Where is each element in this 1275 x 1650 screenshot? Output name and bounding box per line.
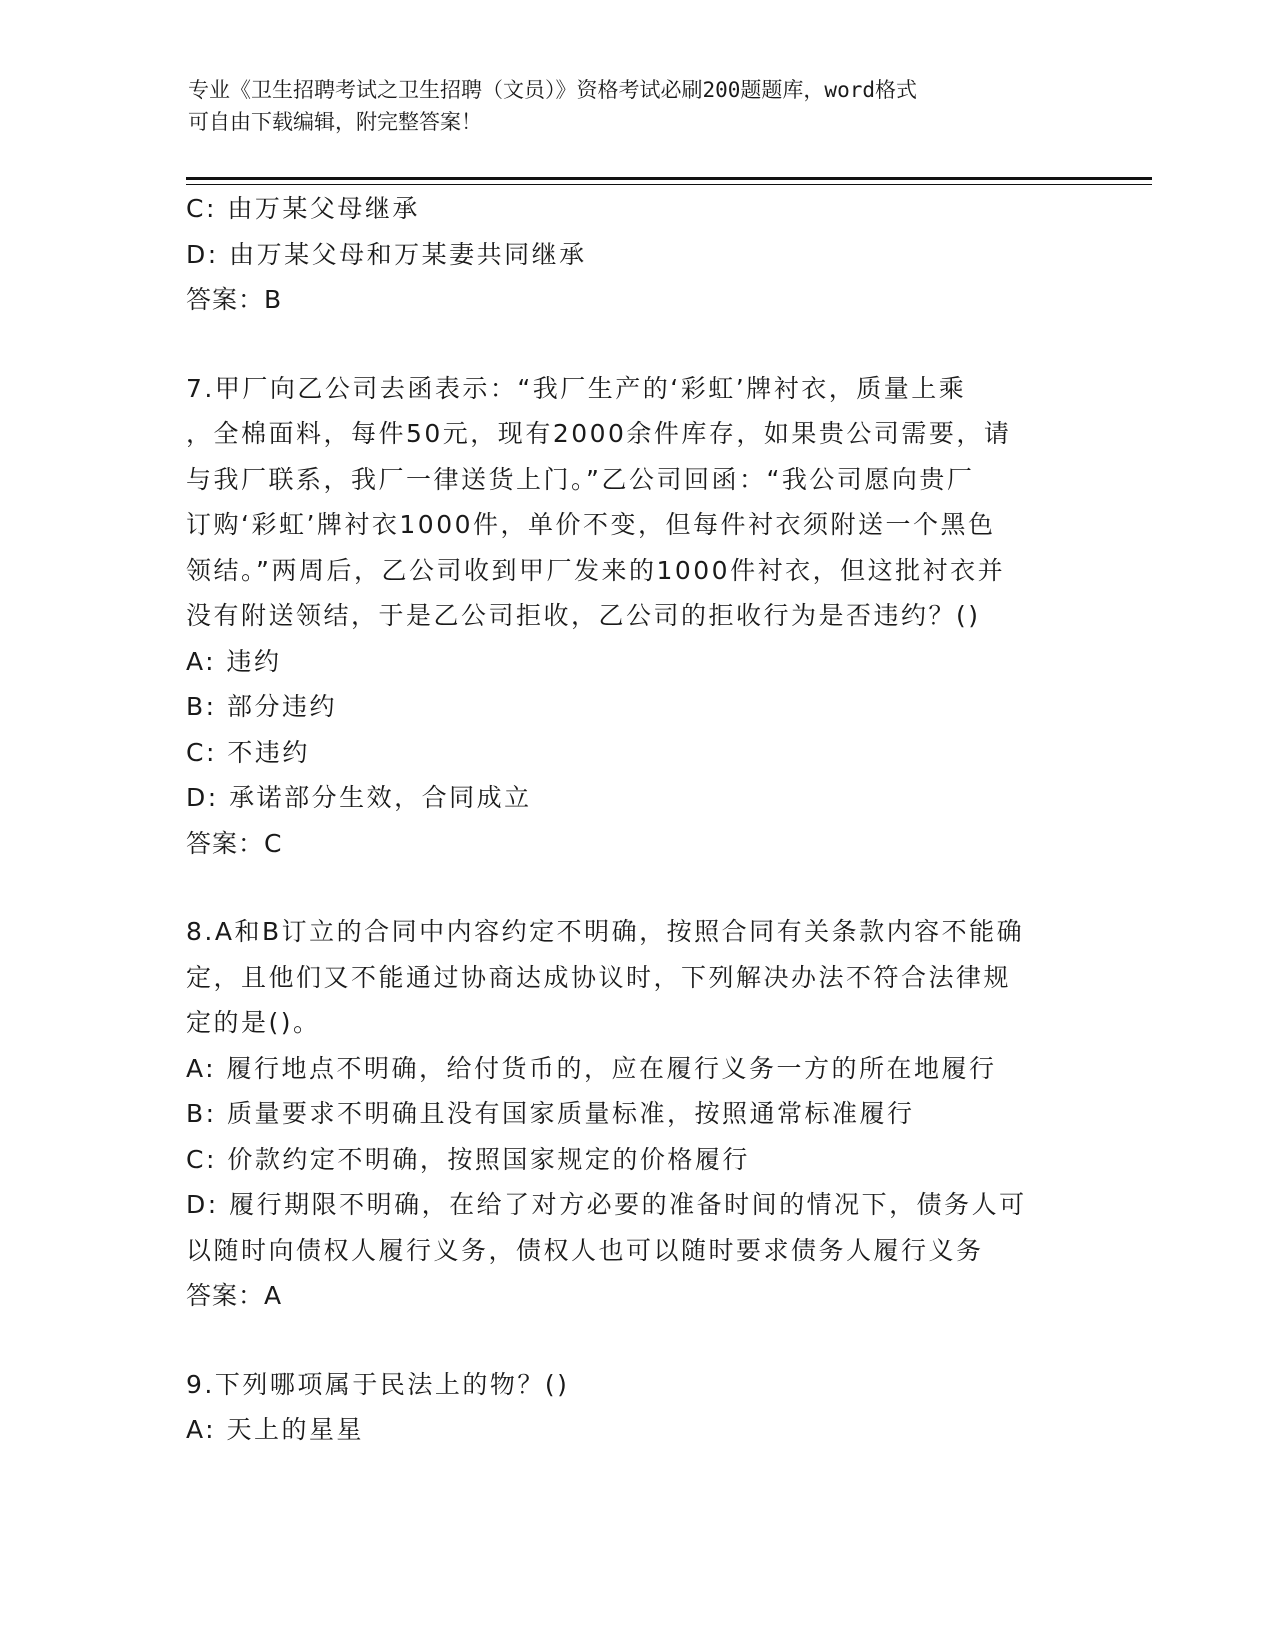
option-line: B: 质量要求不明确且没有国家质量标准，按照通常标准履行 <box>186 1099 915 1128</box>
answer-line: 答案：A <box>186 1281 283 1310</box>
answer-line: 答案：C <box>186 828 283 858</box>
question-line: 7.甲厂向乙公司去函表示：“我厂生产的‘彩虹’牌衬衣，质量上乘 <box>186 373 967 403</box>
question-line: 定的是()。 <box>186 1008 321 1037</box>
question-line: 订购‘彩虹’牌衬衣1000件，单价不变，但每件衬衣须附送一个黑色 <box>186 510 996 539</box>
header-line-1: 专业《卫生招聘考试之卫生招聘（文员）》资格考试必刷200题题库，word格式 <box>188 78 917 102</box>
option-line: C: 价款约定不明确，按照国家规定的价格履行 <box>186 1144 750 1174</box>
option-line: A: 履行地点不明确，给付货币的，应在履行义务一方的所在地履行 <box>186 1053 997 1083</box>
option-line: 以随时向债权人履行义务，债权人也可以随时要求债务人履行义务 <box>186 1235 984 1265</box>
question-line: 9.下列哪项属于民法上的物？() <box>186 1369 570 1399</box>
option-line: B: 部分违约 <box>186 692 338 721</box>
question-block <box>186 366 1086 867</box>
question-line: ，全棉面料，每件50元，现有2000余件库存，如果贵公司需要，请 <box>186 419 1012 448</box>
option-line: A: 天上的星星 <box>186 1415 365 1444</box>
option-line: C: 由万某父母继承 <box>186 194 420 223</box>
question-line: 领结。”两周后，乙公司收到甲厂发来的1000件衬衣，但这批衬衣并 <box>186 555 1006 585</box>
answer-line: 答案：B <box>186 285 283 314</box>
question-line: 8.A和B订立的合同中内容约定不明确，按照合同有关条款内容不能确 <box>186 917 1025 946</box>
question-block <box>186 1362 1086 1453</box>
option-line: D: 由万某父母和万某妻共同继承 <box>186 239 587 269</box>
question-block <box>186 186 1086 323</box>
document-header <box>188 74 1088 138</box>
option-line: A: 违约 <box>186 646 282 676</box>
question-block <box>186 909 1086 1319</box>
option-line: C: 不违约 <box>186 737 310 767</box>
header-rule-thin <box>186 184 1152 185</box>
option-line: D: 履行期限不明确，在给了对方必要的准备时间的情况下，债务人可 <box>186 1190 1027 1219</box>
question-line: 没有附送领结，于是乙公司拒收，乙公司的拒收行为是否违约？() <box>186 601 981 630</box>
option-line: D: 承诺部分生效，合同成立 <box>186 783 532 812</box>
question-line: 与我厂联系，我厂一律送货上门。”乙公司回函：“我公司愿向贵厂 <box>186 464 975 494</box>
question-line: 定，且他们又不能通过协商达成协议时，下列解决办法不符合法律规 <box>186 962 1012 992</box>
document-body <box>186 186 1086 1453</box>
header-rule-thick <box>186 177 1152 180</box>
header-line-2: 可自由下载编辑，附完整答案！ <box>188 110 482 134</box>
